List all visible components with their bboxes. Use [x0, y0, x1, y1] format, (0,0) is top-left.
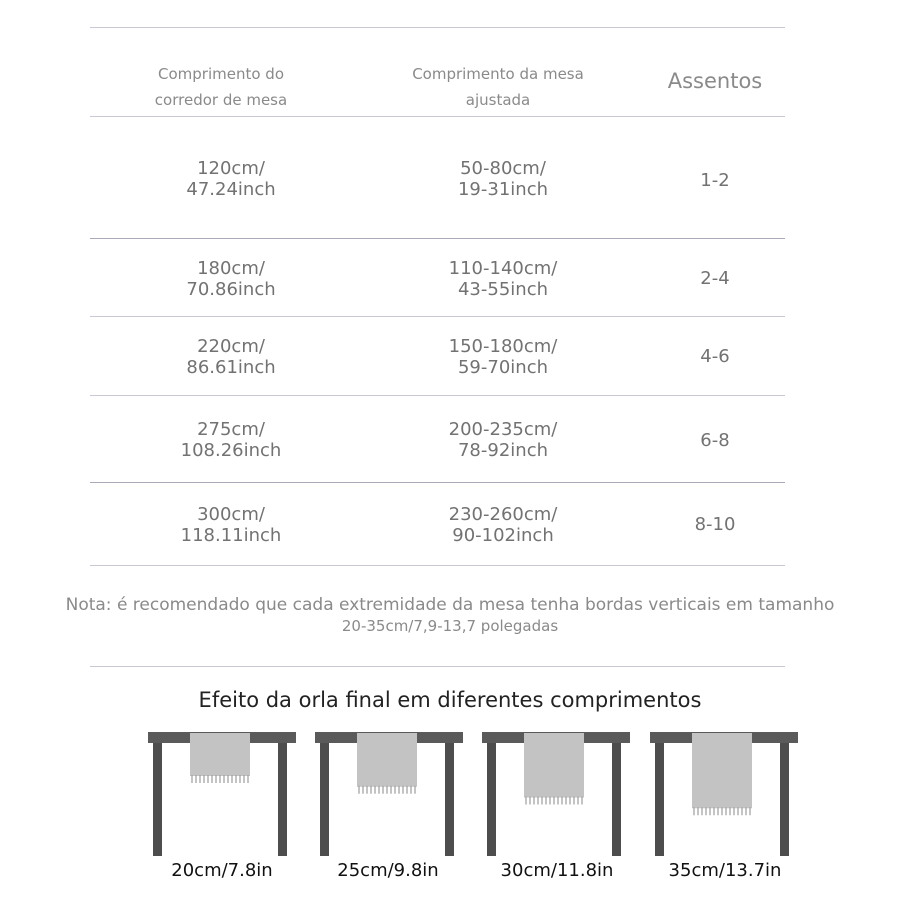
seats-cell: 8-10: [694, 514, 736, 535]
header-runner-length: Comprimento do corredor de mesa: [154, 65, 288, 109]
table-leg: [278, 743, 287, 856]
seats-cell: 6-8: [700, 430, 730, 451]
table-top-rule: [90, 27, 785, 28]
table-leg: [612, 743, 621, 856]
table-runner-illustration: [315, 730, 463, 856]
table-length-cell: 150-180cm/ 59-70inch: [448, 336, 558, 378]
table-runner-diagram-3: [482, 730, 630, 856]
table-runner-diagram-1: [148, 730, 296, 856]
table-leg: [153, 743, 162, 856]
table-runner: [524, 733, 584, 798]
table-runner-diagram-2: [315, 730, 463, 856]
header-table-length: Comprimento da mesa ajustada: [412, 65, 584, 109]
table-length-cell: 50-80cm/ 19-31inch: [457, 158, 549, 200]
note-subtext: 20-35cm/7,9-13,7 polegadas: [341, 617, 559, 635]
seats-cell: 2-4: [700, 268, 730, 289]
row-rule: [90, 395, 785, 396]
table-runner-illustration: [650, 730, 798, 856]
table-runner: [357, 733, 417, 787]
row-rule: [90, 482, 785, 483]
header-seats: Assentos: [667, 69, 763, 93]
drop-length-label: 25cm/9.8in: [337, 860, 439, 881]
table-runner: [190, 733, 250, 776]
runner-length-cell: 300cm/ 118.11inch: [180, 504, 282, 546]
runner-length-cell: 180cm/ 70.86inch: [186, 258, 276, 300]
runner-length-cell: 120cm/ 47.24inch: [186, 158, 276, 200]
table-runner-diagram-4: [650, 730, 798, 856]
table-runner-illustration: [482, 730, 630, 856]
table-bottom-rule: [90, 565, 785, 566]
row-rule: [90, 316, 785, 317]
drop-length-label: 20cm/7.8in: [171, 860, 273, 881]
table-leg: [487, 743, 496, 856]
header-rule: [90, 116, 785, 117]
seats-cell: 4-6: [700, 346, 730, 367]
section-divider: [90, 666, 785, 667]
table-length-cell: 200-235cm/ 78-92inch: [448, 419, 558, 461]
table-leg: [780, 743, 789, 856]
drop-length-label: 30cm/11.8in: [500, 860, 614, 881]
runner-length-cell: 220cm/ 86.61inch: [186, 336, 276, 378]
row-rule: [90, 238, 785, 239]
seats-cell: 1-2: [700, 170, 730, 191]
drop-length-label: 35cm/13.7in: [668, 860, 782, 881]
table-leg: [655, 743, 664, 856]
table-leg: [320, 743, 329, 856]
effect-title: Efeito da orla final em diferentes comprimentos: [198, 688, 702, 712]
runner-length-cell: 275cm/ 108.26inch: [180, 419, 282, 461]
table-length-cell: 230-260cm/ 90-102inch: [448, 504, 558, 546]
table-runner: [692, 733, 752, 808]
table-leg: [445, 743, 454, 856]
note-text: Nota: é recomendado que cada extremidade da mesa tenha bordas verticais em tamanho: [65, 595, 835, 615]
table-length-cell: 110-140cm/ 43-55inch: [448, 258, 558, 300]
table-runner-illustration: [148, 730, 296, 856]
